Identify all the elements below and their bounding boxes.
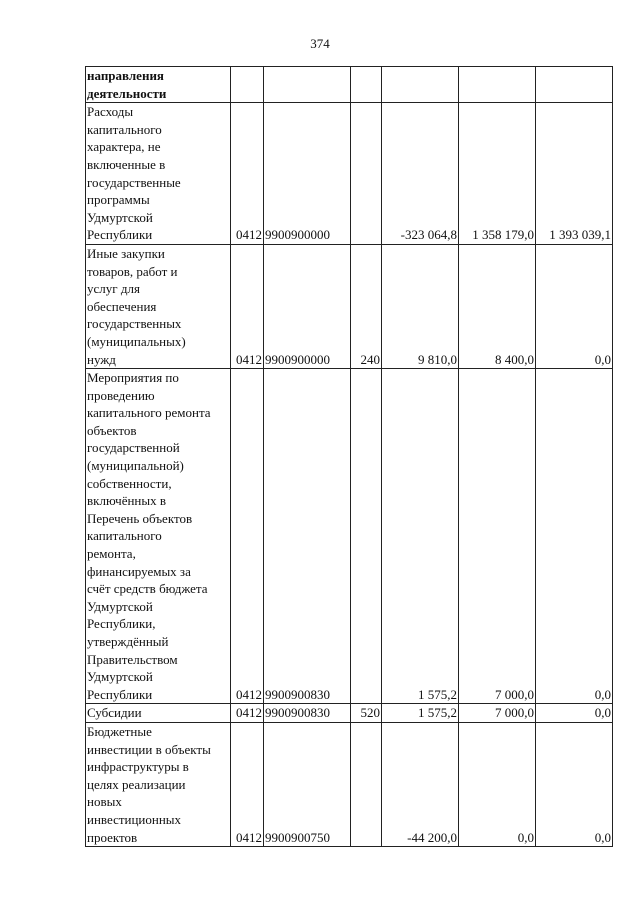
row-name-line: Мероприятия по [87, 370, 179, 386]
amount-year2-cell: 7 000,0 [459, 704, 536, 723]
expense-kind-cell: 240 [351, 244, 382, 368]
expense-kind-cell [351, 722, 382, 846]
row-name-line: инвестиционных [87, 811, 182, 827]
amount-year2-cell: 8 400,0 [459, 244, 536, 368]
row-name-line: услуг для [87, 281, 140, 297]
row-name-line: проведению [87, 387, 155, 403]
amount-year3-cell: 0,0 [536, 704, 613, 723]
table-row [86, 704, 613, 723]
amount-year3-cell: 0,0 [536, 722, 613, 846]
header-value1-cell [382, 67, 459, 103]
row-name-cell [86, 722, 231, 846]
row-name-line: Республики [87, 686, 153, 702]
row-name-line: государственных [87, 316, 182, 332]
row-name-line: финансируемых за [87, 563, 191, 579]
row-name-line: Перечень объектов [87, 510, 193, 526]
header-value3-cell [536, 67, 613, 103]
table-header-row [86, 67, 613, 103]
row-name-line: утверждённый [87, 634, 169, 649]
row-name-line: собственности, [87, 475, 172, 491]
section-code-cell: 0412 [231, 369, 264, 704]
row-name-line: (муниципальных) [87, 333, 186, 349]
row-name-cell [86, 704, 231, 723]
row-name-line: (муниципальной) [87, 458, 184, 474]
target-code-cell: 9900900000 [264, 244, 351, 368]
amount-year2-cell: 0,0 [459, 722, 536, 846]
table-row [86, 369, 613, 704]
header-section-cell [231, 67, 264, 103]
target-code-cell: 9900900750 [264, 722, 351, 846]
expense-kind-cell [351, 103, 382, 245]
header-code-cell [264, 67, 351, 103]
row-name-line: капитального ремонта [87, 405, 211, 421]
row-name-line: Республики, [87, 616, 156, 632]
amount-year2-cell: 7 000,0 [459, 369, 536, 704]
amount-year1-cell: 1 575,2 [382, 369, 459, 704]
target-code-cell: 9900900830 [264, 369, 351, 704]
table-row [86, 103, 613, 245]
row-name-line: Удмуртской [87, 598, 153, 614]
row-name-line: Правительством [87, 651, 178, 667]
section-code-cell: 0412 [231, 704, 264, 723]
section-code-cell: 0412 [231, 722, 264, 846]
target-code-cell: 9900900830 [264, 704, 351, 723]
amount-year1-cell: -323 064,8 [382, 103, 459, 245]
expense-kind-cell [351, 369, 382, 704]
row-name-line: Расходы [87, 104, 134, 120]
header-kind-cell [351, 67, 382, 103]
row-name-line: проектов [87, 829, 138, 845]
row-name-line: капитального [87, 121, 162, 137]
budget-table [85, 66, 613, 847]
amount-year1-cell: 1 575,2 [382, 704, 459, 723]
table-row [86, 722, 613, 846]
section-code-cell: 0412 [231, 244, 264, 368]
row-name-line: счёт средств бюджета [87, 581, 208, 597]
row-name-line: включенные в [87, 156, 166, 172]
amount-year3-cell: 0,0 [536, 369, 613, 704]
row-name-line: обеспечения [87, 298, 157, 314]
amount-year1-cell: -44 200,0 [382, 722, 459, 846]
row-name-line: Удмуртской [87, 669, 153, 685]
row-name-line: включённых в [87, 493, 167, 509]
row-name-line: новых [87, 794, 122, 810]
table-row [86, 244, 613, 368]
row-name-line: Республики [87, 227, 153, 243]
header-name-line: деятельности [87, 85, 167, 101]
row-name-line: капитального [87, 528, 162, 544]
target-code-cell: 9900900000 [264, 103, 351, 245]
header-name-cell [86, 67, 231, 103]
row-name-line: государственные [87, 174, 181, 190]
row-name-line: программы [87, 192, 150, 208]
row-name-line: характера, не [87, 139, 161, 155]
header-value2-cell [459, 67, 536, 103]
amount-year3-cell: 0,0 [536, 244, 613, 368]
amount-year1-cell: 9 810,0 [382, 244, 459, 368]
row-name-line: инвестиции в объекты [87, 741, 211, 757]
row-name-line: Бюджетные [87, 723, 152, 739]
row-name-line: ремонта, [87, 546, 136, 562]
row-name-line: инфраструктуры в [87, 759, 189, 775]
row-name-cell [86, 244, 231, 368]
amount-year3-cell: 1 393 039,1 [536, 103, 613, 245]
amount-year2-cell: 1 358 179,0 [459, 103, 536, 245]
section-code-cell: 0412 [231, 103, 264, 245]
row-name-line: нужд [87, 351, 116, 367]
row-name-line: целях реализации [87, 776, 186, 792]
row-name-cell [86, 369, 231, 704]
row-name-line: Субсидии [87, 705, 142, 721]
row-name-cell [86, 103, 231, 245]
row-name-line: Удмуртской [87, 209, 153, 225]
row-name-line: товаров, работ и [87, 263, 178, 279]
row-name-line: государственной [87, 440, 180, 456]
row-name-line: объектов [87, 422, 137, 438]
row-name-line: Иные закупки [87, 245, 165, 261]
header-name-line: направления [87, 68, 164, 83]
page-number: 374 [310, 36, 330, 51]
expense-kind-cell: 520 [351, 704, 382, 723]
